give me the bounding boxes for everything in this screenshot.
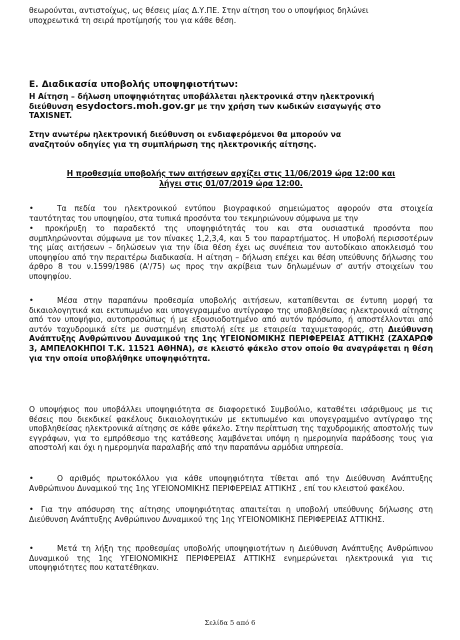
deadline-line2: λήγει στις 01/07/2019 ώρα 12:00. bbox=[159, 178, 303, 188]
bullet-dot-icon: • bbox=[29, 474, 34, 483]
bullet-item-6 bbox=[29, 544, 433, 573]
section-e-paragraph-2 bbox=[29, 130, 433, 149]
bullet-6-text: Μετά τη λήξη της προθεσμίας υποβολής υποψηφιοτήτων η Διεύθυνση Ανάπτυξης Ανθρώπινου Δυναμικού της 1ης ΥΓΕΙΟΝΟΜΙΚΗΣ ΠΕΡΙΦΕΡΕΙΑΣ ΑΤΤΙΚΗΣ ενημερώνεται ηλεκτρονικά για τις υποψηφιότητες που κατατέθηκαν. bbox=[29, 544, 433, 573]
envelopes-paragraph: Ο υποψήφιος που υποβάλλει υποψηφιότητα σε διαφορετικό Συμβούλιο, καταθέτει ισάριθμους με τις θέσεις που διεκδικεί φακέλους δικαιολογητικών με εκτυπωμένο και υπογεγραμμένο αντίγραφο της υποβληθείσας ηλεκτρονικά αίτησης σε κάθε φάκελο. Στην περίπτωση της ταχυδρομικής αποστολής των εγγράφων, για το εμπρόθεσμο της κατάθεσης λαμβάνεται υπόψη η ημερομηνία παράδοσης τους για αποστολή και όχι η ημερομηνία παραλαβής από την παραπάνω αρμόδια υπηρεσία. bbox=[29, 405, 433, 453]
page-number-footer: Σελίδα 5 από 6 bbox=[204, 619, 256, 627]
bullet-dot-icon: • bbox=[29, 224, 34, 233]
top-paragraph-line2: υποχρεωτικά τη σειρά προτίμησής του για κάθε θέση. bbox=[29, 15, 237, 25]
top-paragraph-line1: θεωρούνται, αντιστοίχως, ως θέσεις μίας Δ.Υ.ΠΕ. Στην αίτηση του ο υποψήφιος δηλώνει bbox=[29, 6, 369, 15]
deadline-notice bbox=[29, 169, 433, 188]
section-e-p1-diefthynsi: διεύθυνση bbox=[29, 101, 74, 111]
bullet-dot-icon: • bbox=[29, 544, 34, 553]
bullet-4-text: Ο αριθμός πρωτοκόλλου για κάθε υποψηφιότητα τίθεται από την Διεύθυνση Ανάπτυξης Ανθρώπινου Δυναμικού της 1ης ΥΓΕΙΟΝΟΜΙΚΗΣ ΠΕΡΙΦΕΡΕΙΑΣ ΑΤΤΙΚΗΣ , επί του κλειστού φακέλου. bbox=[29, 474, 433, 493]
section-e-paragraph-1 bbox=[29, 92, 433, 121]
bullet-5-text: Για την απόσυρση της αίτησης υποψηφιότητας απαιτείται η υποβολή υπεύθυνης δήλωσης στη Διεύθυνση Ανάπτυξης Ανθρώπινου Δυναμικού της 1ης ΥΓΕΙΟΝΟΜΙΚΗΣ ΠΕΡΙΦΕΡΕΙΑΣ ΑΤΤΙΚΗΣ. bbox=[29, 505, 433, 524]
esydoctors-link[interactable]: esydoctors.moh.gov.gr bbox=[76, 100, 195, 112]
section-e-p1-line1: Η Αίτηση – δήλωση υποψηφιότητας υποβάλλεται ηλεκτρονικά στην ηλεκτρονική bbox=[29, 92, 375, 101]
bullet-3-text: Μέσα στην παραπάνω προθεσμία υποβολής αιτήσεων, καταπίθενται σε έντυπη μορφή τα δικαιολογητικά και εκτυπωμένο και υπογεγραμμένο αντίγραφο της υποβληθείσας ηλεκτρονικά αίτησης από τον υποψήφιο, αυτοπροσώπως ή με εξουσιοδοτημένο από αυτόν πρόσωπο, ή αποστέλλονται από αυτόν ταχυδρομικά είτε με συστημένη επιστολή είτε με εταιρεία ταχυμεταφοράς, στη bbox=[29, 296, 433, 334]
deadline-line1: Η προθεσμία υποβολής των αιτήσεων αρχίζει στις 11/06/2019 ώρα 12:00 και bbox=[66, 169, 396, 178]
bullet-item-2 bbox=[29, 224, 433, 282]
bullet-item-4 bbox=[29, 474, 433, 493]
section-e-p1-line2-rest: με την χρήση των κωδικών εισαγωγής στο bbox=[197, 101, 381, 111]
top-paragraph bbox=[29, 6, 433, 25]
bullet-item-5 bbox=[29, 505, 433, 524]
section-e-p2-line2: αναζητούν οδηγίες για τη συμπλήρωση της ηλεκτρονικής αίτησης. bbox=[29, 139, 317, 149]
bullet-1-text: Τα πεδία του ηλεκτρονικού εντύπου βιογραφικού σημειώματος αφορούν στα στοιχεία ταυτότητας του υποψηφίου, στα τυπικά προσόντα του τεκμηριώνουν σύμφωνα με την bbox=[29, 204, 433, 223]
bullet-item-3 bbox=[29, 296, 433, 363]
section-e-p2-line1: Στην ανωτέρω ηλεκτρονική διεύθυνση οι ενδιαφερόμενοι θα μπορούν να bbox=[29, 130, 342, 139]
bullet-2-text: προκήρυξη το παραδεκτό της υποψηφιότητάς του και στα ουσιαστικά προσόντα που συμπληρώνονται σύμφωνα με τον πίνακες 1,2,3,4, και 5 του παραρτήματος. Η υποβολή περισσοτέρων της μίας αιτήσεων – δηλώσεων για την ίδια θέση έχει ως συνέπεια τον αυτοδίκαιο αποκλεισμό του υποψηφίου από την περαιτέρω διαδικασία. Η αίτηση – δήλωση επέχει και θέση υπεύθυνης δήλωσης του άρθρο 8 του ν.1599/1986 (Α'/75) ως προς την ακρίβεια των δηλωμένων σ' αυτήν στοιχείων του υποψηφίου. bbox=[29, 224, 433, 281]
bullet-dot-icon: • bbox=[29, 505, 34, 514]
bullet-3-envelope: σε κλειστό φάκελο στον οποίο θα αναγράφεται η θέση για την οποία υποβλήθηκε υποψηφιότητα. bbox=[29, 343, 433, 363]
bullet-dot-icon: • bbox=[29, 204, 34, 213]
section-e-p1-taxisnet: TAXISNET. bbox=[29, 111, 73, 121]
bullet-dot-icon: • bbox=[29, 296, 34, 305]
bullet-3-address: Διεύθυνση Ανάπτυξης Ανθρώπινου Δυναμικού της 1ης ΥΓΕΙΟΝΟΜΙΚΗΣ ΠΕΡΙΦΕΡΕΙΑΣ ΑΤΤΙΚΗΣ (ΖΑΧΑΡΩΦ 3, ΑΜΠΕΛΟΚΗΠΟΙ Τ.Κ. 11521 ΑΘΗΝΑ), bbox=[29, 324, 433, 353]
bullet-item-1 bbox=[29, 204, 433, 223]
section-e-heading: Ε. Διαδικασία υποβολής υποψηφιοτήτων: bbox=[29, 80, 239, 90]
